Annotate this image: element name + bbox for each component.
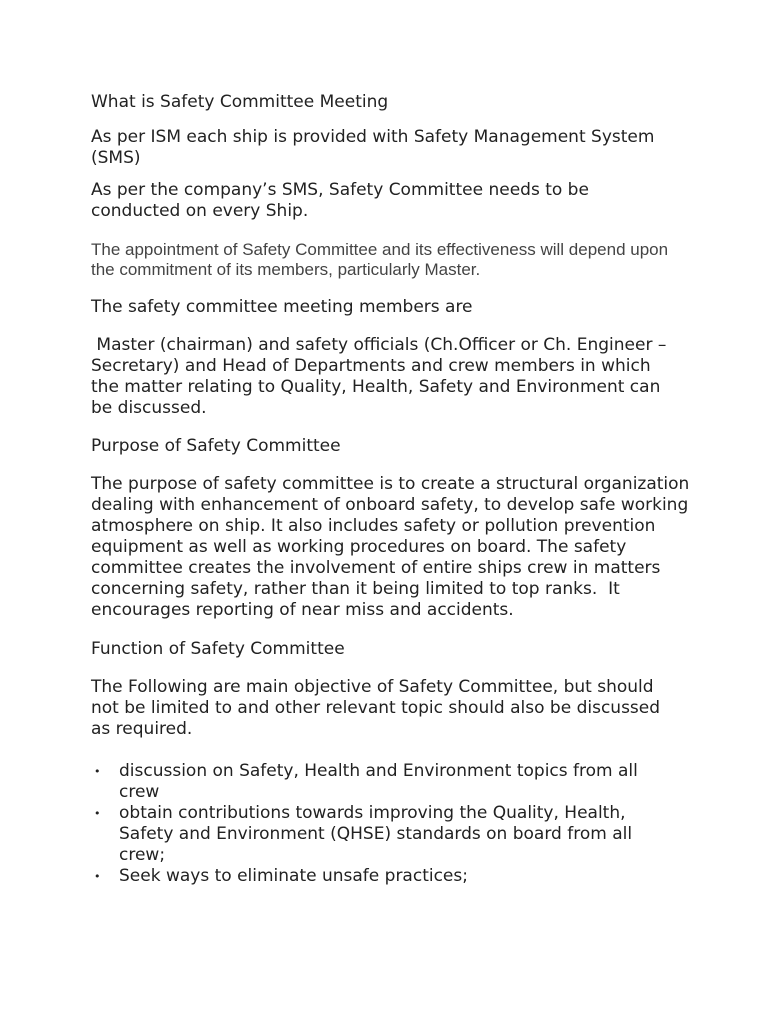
list-item-text: discussion on Safety, Health and Environment topics from all crew (119, 761, 638, 802)
function-paragraph: The Following are main objective of Safety Committee, but should not be limited to and other relevant topic should also be discussed as required. (91, 677, 661, 739)
list-item (91, 761, 651, 803)
purpose-paragraph: The purpose of safety committee is to create a structural organization dealing with enhancement of onboard safety, to develop safe working atmosphere on ship. It also includes safety or pollution prevention equipment as well as working procedures on board. The safety committee creates the involvement of entire ships crew in matters concerning safety, rather than it being limited to top ranks. It encourages reporting of near miss and accidents. (91, 474, 695, 620)
list-item (91, 803, 651, 866)
list-item-text: Seek ways to eliminate unsafe practices; (119, 866, 468, 886)
bullet-icon: • (94, 807, 101, 820)
bullet-icon: • (94, 870, 101, 883)
document-page (91, 92, 695, 887)
function-heading: Function of Safety Committee (91, 639, 345, 659)
members-heading: The safety committee meeting members are (91, 297, 473, 317)
list-item-text: obtain contributions towards improving the Quality, Health, Safety and Environment (QHSE) standards on board from all crew; (119, 803, 633, 865)
intro-sms-paragraph: As per ISM each ship is provided with Safety Management System (SMS) (91, 127, 655, 168)
bullet-icon: • (94, 765, 101, 778)
purpose-heading: Purpose of Safety Committee (91, 436, 341, 456)
members-paragraph: Master (chairman) and safety officials (Ch.Officer or Ch. Engineer – Secretary) and Head of Departments and crew members in which the matter relating to Quality, Health, Safety and Environment can be discussed. (91, 335, 672, 418)
appointment-note-paragraph: The appointment of Safety Committee and its effectiveness will depend upon the commitment of its members, particularly Master. (91, 240, 669, 279)
list-item (91, 866, 651, 887)
document-title: What is Safety Committee Meeting (91, 92, 389, 112)
objectives-list (91, 761, 651, 887)
intro-company-paragraph: As per the company’s SMS, Safety Committee needs to be conducted on every Ship. (91, 180, 589, 221)
